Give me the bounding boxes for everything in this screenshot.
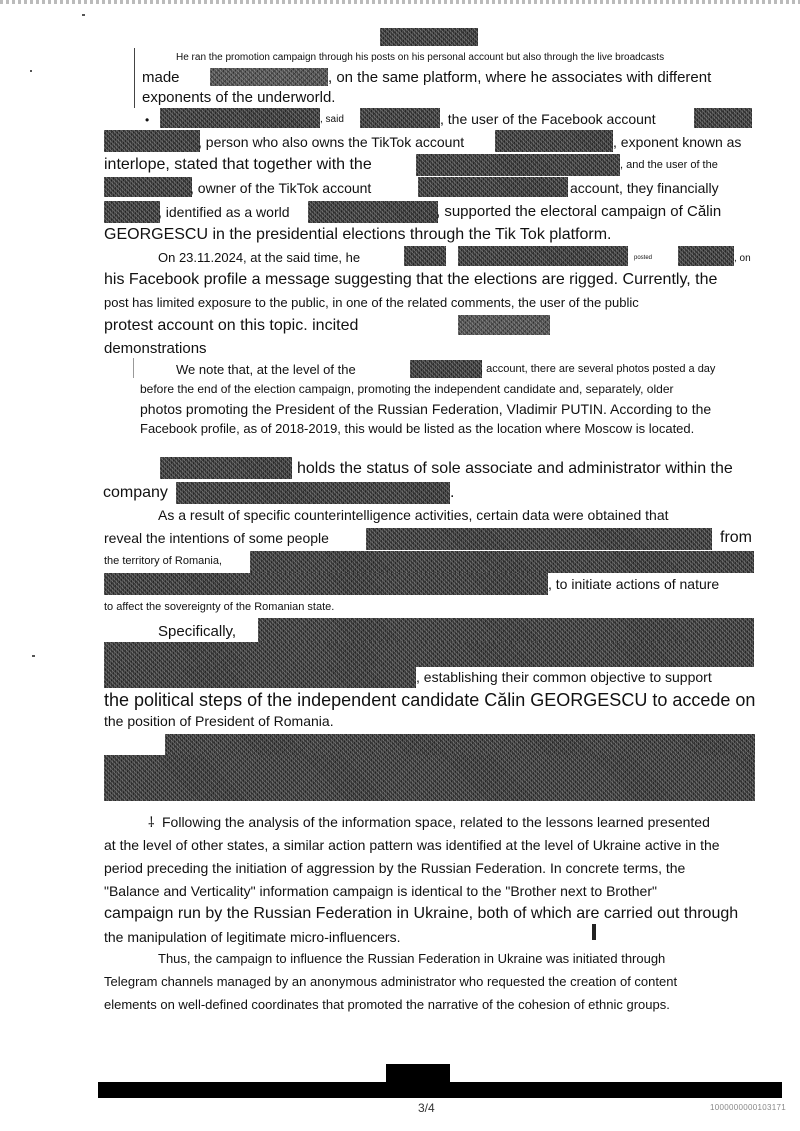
para2-l4b: account, they financially [570, 180, 719, 196]
redaction-block [366, 528, 712, 550]
document-id: 1000000000103171 [710, 1103, 786, 1112]
para2-l2a: , person who also owns the TikTok account [198, 134, 465, 150]
scan-speck [30, 70, 32, 72]
para2-l1b: , the user of the Facebook account [440, 111, 656, 127]
para2-l4a: , owner of the TikTok account [190, 180, 372, 196]
redaction-block [416, 154, 620, 176]
para7-l4: the position of President of Romania. [104, 713, 334, 729]
redaction-block [210, 68, 328, 86]
redaction-block [104, 130, 200, 152]
para8-l5: campaign run by the Russian Federation in Ukraine, both of which are carried out through [104, 905, 739, 922]
para7-l1: Specifically, [158, 623, 237, 640]
redaction-block [160, 108, 320, 128]
margin-line [133, 358, 134, 378]
redaction-block [104, 573, 548, 595]
para3-on: , on [734, 253, 751, 264]
redaction-block [104, 666, 416, 688]
para2-l3b: , and the user of the [620, 159, 718, 171]
para5-l2: company [103, 484, 168, 501]
redaction-block [404, 246, 446, 266]
para8-l1: Following the analysis of the information space, related to the lessons learned presented [162, 814, 710, 830]
para4-l4: Facebook profile, as of 2018-2019, this would be listed as the location where Moscow is located. [140, 421, 695, 436]
redaction-block [418, 177, 568, 197]
redaction-block [678, 246, 734, 266]
para9-l3: elements on well-defined coordinates that promoted the narrative of the cohesion of ethnic groups. [104, 997, 670, 1012]
redaction-block [160, 457, 292, 479]
redaction-block [380, 28, 478, 46]
para1-line2b: , on the same platform, where he associates with different [328, 69, 712, 86]
para4-l3: photos promoting the President of the Russian Federation, Vladimir PUTIN. According to the [140, 401, 712, 417]
para1-line2a: made [142, 69, 180, 86]
redaction-block [104, 642, 754, 667]
bullet-mark: ⸸ [148, 814, 155, 830]
scan-speck [32, 655, 35, 657]
para5-l2-end: . [450, 484, 455, 501]
para6-l2a: reveal the intentions of some people [104, 530, 329, 546]
redaction-block [250, 551, 754, 573]
redaction-block [694, 108, 752, 128]
para2-l5b: , supported the electoral campaign of Călin [436, 203, 722, 220]
para3-l5: demonstrations [104, 340, 207, 357]
para9-l2: Telegram channels managed by an anonymous administrator who requested the creation of content [104, 974, 678, 989]
redaction-block [258, 618, 754, 642]
para6-l2b: from [720, 529, 752, 546]
redaction-block [165, 734, 755, 756]
redaction-block [308, 201, 438, 223]
redaction-block [176, 482, 450, 504]
redaction-block [104, 201, 160, 223]
redaction-block [458, 315, 550, 335]
page-number: 3/4 [418, 1101, 435, 1115]
para8-l4: "Balance and Verticality" information campaign is identical to the "Brother next to Brother" [104, 883, 657, 899]
para2-l6: GEORGESCU in the presidential elections through the Tik Tok platform. [104, 226, 612, 243]
para9-l1: Thus, the campaign to influence the Russian Federation in Ukraine was initiated through [158, 951, 666, 966]
scan-speck [592, 924, 596, 940]
redaction-block [495, 130, 613, 152]
redaction-block [360, 108, 440, 128]
para5-l1: holds the status of sole associate and administrator within the [297, 460, 733, 477]
para2-l5a: , identified as a world [158, 204, 290, 220]
footer-redaction [98, 1082, 782, 1098]
redaction-block [458, 246, 628, 266]
redaction-block [104, 177, 192, 197]
para6-l5: to affect the sovereignty of the Romanian state. [104, 601, 335, 613]
para3-l1a: On 23.11.2024, at the said time, he [158, 250, 361, 265]
para6-l4: , to initiate actions of nature [548, 576, 720, 592]
para2-l2b: , exponent known as [613, 134, 742, 150]
para3-l2: his Facebook profile a message suggesting that the elections are rigged. Currently, the [104, 271, 718, 288]
para4-l2: before the end of the election campaign, promoting the independent candidate and, separately, older [140, 382, 674, 396]
para4-l1b: , account, there are several photos posted a day [480, 363, 716, 375]
scan-top-edge [0, 0, 800, 4]
redaction-block [104, 755, 755, 801]
footer-redaction [386, 1064, 450, 1084]
para3-l3: post has limited exposure to the public, in one of the related comments, the user of the public [104, 295, 639, 310]
margin-line [134, 48, 135, 108]
para3-posted: posted [634, 255, 653, 261]
para1-line1: He ran the promotion campaign through his posts on his personal account but also through the live broadcasts [176, 52, 665, 63]
para1-line3: exponents of the underworld. [142, 89, 336, 106]
para7-l2: , establishing their common objective to support [416, 669, 712, 685]
para6-l3: the territory of Romania, [104, 555, 222, 567]
redaction-block [410, 360, 482, 378]
para8-l6: the manipulation of legitimate micro-influencers. [104, 929, 401, 945]
para8-l3: period preceding the initiation of aggression by the Russian Federation. In concrete terms, the [104, 860, 686, 876]
para4-l1a: We note that, at the level of the [176, 362, 356, 377]
para7-l3: the political steps of the independent candidate Călin GEORGESCU to accede on [104, 690, 756, 710]
para3-l4: protest account on this topic. incited [104, 317, 359, 334]
para8-l2: at the level of other states, a similar action pattern was identified at the level of Ukraine active in the [104, 837, 720, 853]
bullet: • [145, 113, 150, 127]
para6-l1: As a result of specific counterintelligence activities, certain data were obtained that [158, 507, 669, 523]
para2-said: , said [320, 114, 344, 125]
para2-l3a: interlope, stated that together with the [104, 156, 372, 173]
scan-speck [82, 14, 85, 16]
